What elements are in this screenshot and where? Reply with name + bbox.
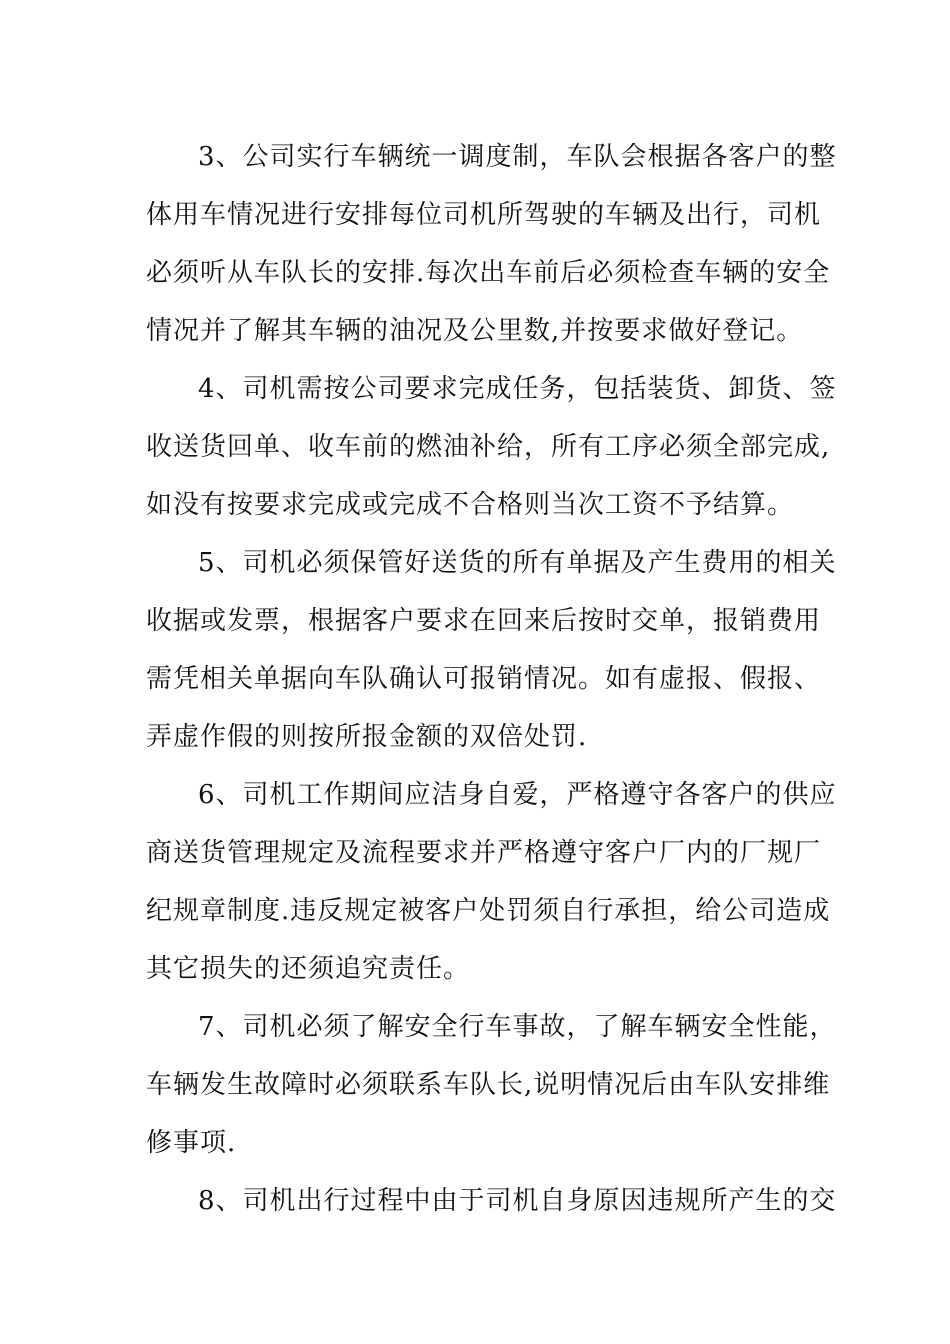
paragraph-6 [146,766,837,998]
paragraph-8 [146,1172,837,1230]
paragraph-line: 商送货管理规定及流程要求并严格遵守客户厂内的厂规厂 [146,838,822,868]
paragraph-line: 弄虚作假的则按所报金额的双倍处罚. [146,722,588,752]
paragraph-line: 4、司机需按公司要求完成任务，包括装货、卸货、签 [198,374,837,404]
paragraph-line: 3、公司实行车辆统一调度制，车队会根据各客户的整 [198,142,837,172]
paragraph-line: 修事项. [146,1128,237,1158]
paragraph-line: 必须听从车队长的安排.每次出车前后必须检查车辆的安全 [146,258,831,288]
paragraph-line: 如没有按要求完成或完成不合格则当次工资不予结算。 [146,490,795,520]
paragraph-line: 情况并了解其车辆的油况及公里数,并按要求做好登记。 [146,316,804,346]
paragraph-line: 需凭相关单据向车队确认可报销情况。如有虚报、假报、 [146,664,822,694]
paragraph-line: 体用车情况进行安排每位司机所驾驶的车辆及出行，司机 [146,200,822,230]
paragraph-5 [146,534,837,766]
paragraph-line: 8、司机出行过程中由于司机自身原因违规所产生的交 [198,1186,837,1216]
paragraph-line: 车辆发生故障时必须联系车队长,说明情况后由车队安排维 [146,1070,831,1100]
paragraph-line: 7、司机必须了解安全行车事故，了解车辆安全性能， [198,1012,837,1042]
paragraph-line: 6、司机工作期间应洁身自爱，严格遵守各客户的供应 [198,780,837,810]
paragraph-4 [146,360,837,534]
paragraph-3 [146,128,837,360]
paragraph-line: 5、司机必须保管好送货的所有单据及产生费用的相关 [198,548,837,578]
paragraph-line: 纪规章制度.违反规定被客户处罚须自行承担，给公司造成 [146,896,831,926]
paragraph-line: 收据或发票，根据客户要求在回来后按时交单，报销费用 [146,606,822,636]
paragraph-line: 收送货回单、收车前的燃油补给，所有工序必须全部完成, [146,432,831,462]
paragraph-line: 其它损失的还须追究责任。 [146,954,471,984]
paragraph-7 [146,998,837,1172]
document-body [146,128,837,1230]
